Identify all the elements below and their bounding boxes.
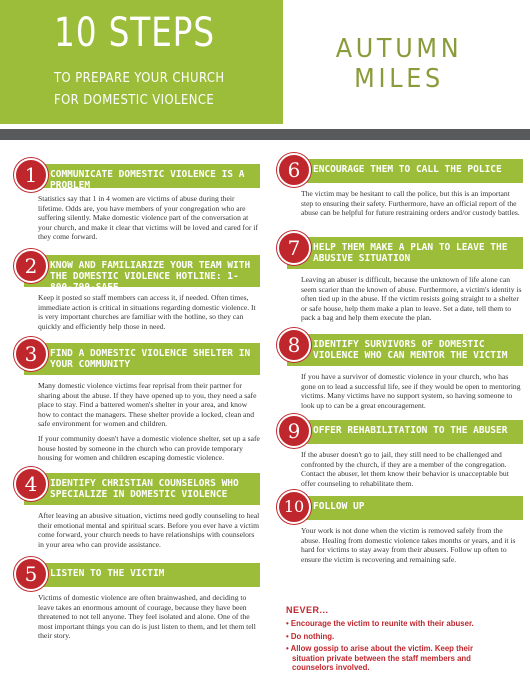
never-item: • Encourage the victim to reunite with their abuser.: [286, 619, 474, 628]
step-title: KNOW AND FAMILIARIZE YOUR TEAM WITH THE DOMESTIC VIOLENCE HOTLINE: 1-800-799-SAFE: [50, 260, 251, 293]
never-item: • Allow gossip to arise about the victim. Keep their situation private between the staff members and counselors involved.: [286, 644, 473, 673]
step-header: [24, 254, 260, 293]
never-list: [286, 605, 506, 676]
step-paragraph: Victims of domestic violence are often brainwashed, and deciding to leave takes an enormous amount of courage, because they have been threatened to not tell anyone. They feel isolated and alone. One of the most important things you can do is just listen to them, and let them tell their story.: [38, 593, 256, 641]
step-header: [24, 473, 260, 505]
step-8: [287, 334, 523, 415]
header: [0, 0, 530, 124]
step-paragraph: If the abuser doesn't go to jail, they still need to be challenged and confronted by the church, if they are a member of the congregation. Contact the abuser, let them know their behavior is unacceptable but offer counseling to rehabilitate them.: [301, 450, 509, 488]
brand-logo: [324, 34, 474, 94]
step-body: [287, 520, 523, 564]
never-items: [286, 619, 506, 673]
step-title: OFFER REHABILITATION TO THE ABUSER: [313, 425, 508, 436]
page-title: 10 STEPS: [54, 10, 215, 56]
step-body: [24, 188, 260, 242]
step-paragraph: Leaving an abuser is difficult, because the unknown of life alone can seem scarier than the known of abuse. Furthermore, a victim's identity is often tied up in the abuse. If the victim resists going straight to a shelter or safe house, help them make a plan to leave. Set a date, tell them to pack a bag and help them execute the plan.: [301, 275, 522, 323]
step-9: [287, 420, 523, 493]
step-title: IDENTIFY SURVIVORS OF DOMESTIC VIOLENCE WHO CAN MENTOR THE VICTIM: [313, 339, 508, 361]
step-number-badge: 4: [14, 467, 48, 501]
step-body: [24, 587, 260, 641]
step-number-badge: 7: [277, 231, 311, 265]
step-5: [24, 563, 260, 646]
step-header: [287, 334, 523, 366]
step-paragraph: Keep it posted so staff members can access it, if needed. Often times, immediate action is critical in situations regarding domestic violence. It is very important churches are familiar with the hotline, so they can quickly and efficiently help those in need.: [38, 293, 256, 331]
step-header: [287, 420, 523, 444]
step-paragraph: The victim may be hesitant to call the police, but this is an important step to ensuring their safety. Furthermore, have an official report of the abuse can be helpful for future restraining orders and/or custody battles.: [301, 189, 520, 218]
step-10: [283, 496, 523, 569]
step-paragraph: After leaving an abusive situation, victims need godly counseling to heal their emotional mental and spiritual scars. Before you ever have a victim come forward, your church needs to have relationships with counselors in your area who can provide assistance.: [38, 511, 260, 549]
step-body: [24, 375, 260, 463]
step-body: [287, 183, 523, 218]
step-body: [24, 505, 260, 549]
step-title: LISTEN TO THE VICTIM: [50, 568, 165, 579]
brand-line-1: AUTUMN: [335, 34, 463, 64]
subtitle-line-2: FOR DOMESTIC VIOLENCE: [54, 92, 215, 108]
step-number-badge: 10: [277, 490, 311, 524]
step-number-badge: 2: [14, 249, 48, 283]
step-paragraph: Your work is not done when the victim is removed safely from the abuse. Healing from domestic violence takes months or years, and it is hard for victims to stay away from their abusers. Follow up often to ensure the victim is recovering and remaining safe.: [301, 526, 516, 564]
step-header: [287, 237, 523, 269]
step-title: COMMUNICATE DOMESTIC VIOLENCE IS A PROBLEM: [50, 169, 245, 191]
step-paragraph: Many domestic violence victims fear reprisal from their partner for sharing about the abuse. If they have opened up to you, they need a safe place to stay. Find a battered women's shelter in your area, and know how to contact the managers. These shelter provide a locked, clean and safe environment for women and children.: [38, 381, 257, 429]
step-number-badge: 8: [277, 328, 311, 362]
step-body: [287, 269, 523, 323]
step-body: [24, 287, 260, 331]
step-title: IDENTIFY CHRISTIAN COUNSELORS WHO SPECIALIZE IN DOMESTIC VIOLENCE: [50, 478, 239, 500]
step-4: [24, 473, 260, 554]
step-header: [283, 496, 523, 520]
step-title: HELP THEM MAKE A PLAN TO LEAVE THE ABUSIVE SITUATION: [313, 242, 508, 264]
step-body: [287, 366, 523, 410]
step-2: [24, 255, 260, 336]
step-header: [24, 563, 260, 587]
page-subtitle: [54, 67, 225, 111]
step-number-badge: 6: [277, 153, 311, 187]
step-3: [24, 343, 260, 468]
step-header: [287, 159, 523, 183]
step-paragraph: If your community doesn't have a domestic violence shelter, set up a safe house hosted by someone in the church who can provide temporary housing for women and children escaping domestic violence.: [38, 433, 260, 463]
step-title: FOLLOW UP: [313, 501, 365, 512]
step-title: ENCOURAGE THEM TO CALL THE POLICE: [313, 164, 502, 175]
step-number-badge: 5: [14, 557, 48, 591]
step-header: [24, 163, 260, 191]
step-7: [287, 237, 523, 328]
divider-bar: [0, 129, 530, 140]
step-number-badge: 9: [277, 414, 311, 448]
step-number-badge: 3: [14, 337, 48, 371]
step-body: [287, 444, 523, 488]
step-header: [24, 343, 260, 375]
never-title: NEVER...: [286, 605, 329, 615]
subtitle-line-1: TO PREPARE YOUR CHURCH: [54, 70, 225, 86]
step-6: [287, 159, 523, 223]
brand-line-2: MILES: [354, 64, 444, 94]
step-paragraph: Statistics say that 1 in 4 women are victims of abuse during their lifetime. Odds are, you have members of your congregation who are suffering silently. Make domestic violence part of the conversation at your church, and make it clear that victims will be loved and cared for if they come forward.: [38, 194, 258, 242]
step-title: FIND A DOMESTIC VIOLENCE SHELTER IN YOUR COMMUNITY: [50, 348, 251, 370]
header-title-panel: [0, 0, 283, 124]
step-number-badge: 1: [14, 158, 48, 192]
step-paragraph: If you have a survivor of domestic violence in your church, who has gone on to lead a successful life, see if they would be open to mentoring victims. Many victims have no support system, so having someone to look up to can be a great encouragement.: [301, 372, 521, 410]
step-1: [24, 164, 260, 247]
never-item: • Do nothing.: [286, 631, 335, 641]
